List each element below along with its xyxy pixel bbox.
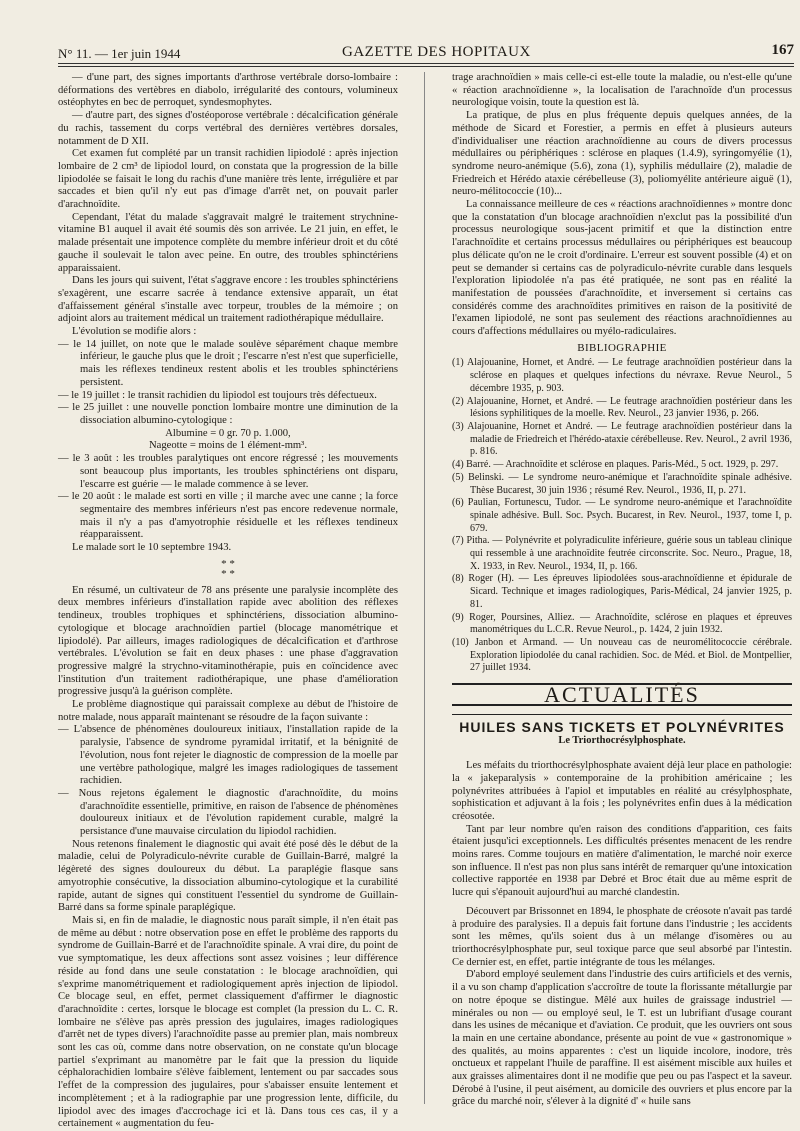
evolution-item: — le 14 juillet, on note que le malade soulève séparément chaque membre inférieur, le gauche plus que le droit ; l'escarre n'est n'est que superficielle, mais les réflexes tendineux restent abolis et les troubles sphinctériens persistent. bbox=[58, 338, 398, 388]
paragraph: D'abord employé seulement dans l'industrie des cuirs artificiels et des vernis, il a vu son champ d'application s'accroître de toute la florissante métallurgie par on notre époque se distingue. Mêlé aux huiles de graissage industriel — minérales ou non — ou employé seul, le T. est un lubrifiant d'usage courant dans les usines de mécanique et d'aviation. Ce produit, que les ouvriers ont sous la main en une certaine abondance, présente au point de vue « gastronomique » des qualités, au moins apparentes : c'est un liquide incolore, inodore, très onctueux et rappelant l'huile de paraffine. Il est aisément miscible aux huiles et aux graisses alimentaires dont il ne modifie que peu ou pas l'aspect et la saveur. Dérobé à l'usine, il peut aisément, au domicile des ouvriers et plus encore par la grâce du marché noir, s'élever à la dignité d' « huile sans bbox=[452, 969, 792, 1108]
bibliography-title: BIBLIOGRAPHIE bbox=[577, 341, 667, 354]
left-column bbox=[58, 72, 398, 1130]
header-rule bbox=[58, 63, 794, 64]
paragraph: trage arachnoïdien » mais celle-ci est-elle toute la maladie, ou n'est-elle qu'une « réaction arachnoïdienne », la localisation de l'arachnoïde d'un processus neurologique voisin, toute la question est là. bbox=[452, 72, 792, 109]
diagnosis-item: — L'absence de phénomènes douloureux initiaux, l'installation rapide de la paralysie, l'absence de syndrome pyramidal irritatif, et la bénignité de l'évolution, nous font rejeter le diagnostic de compression de la moelle par une vertèbre pathologique, malgré les images radiologiques de tassement rachidien. bbox=[58, 724, 398, 787]
journal-title: GAZETTE DES HOPITAUX bbox=[342, 44, 531, 60]
paragraph: Le malade sort le 10 septembre 1943. bbox=[72, 542, 232, 554]
paragraph: Le problème diagnostique qui paraissait complexe au début de l'histoire de notre malade, nous apparaît maintenant se résoudre de la façon suivante : bbox=[58, 699, 398, 723]
header-rule-2 bbox=[58, 66, 794, 67]
paragraph: Découvert par Brissonnet en 1894, le phosphate de créosote n'avait pas tardé à produire des paralysies. Il a depuis fait fortune dans l'industrie ; les accidents sont les mêmes, qu'ils soient dus à un mélange d'isomères ou au triorthocrésylphosphate pur, seul toxique parce que seul absorbé par l'intestin. Ce dernier est, en effet, partie intégrante de tous les mélanges. bbox=[452, 905, 792, 968]
bibliography-ref: (3) Alajouanine, Hornet et André. — Le feutrage arachnoïdien postérieur dans la maladie de Friedreich et l'hérédo-ataxie cérébelleuse. Rev. Neurol., 2 avril 1936, p. 816. bbox=[452, 420, 792, 458]
paragraph: Cet examen fut complété par un transit rachidien lipiodolé : après injection lombaire de 2 cm³ de lipiodol lourd, on constata que la progression de la bille lipiodolée se faisait le long du rachis d'une manière très lente, irrégulière et par saccades et bien qu'il n'y eut pas d'image d'arrêt net, on pouvait parler d'arachnoïdite. bbox=[58, 148, 398, 211]
right-column bbox=[452, 72, 792, 1108]
paragraph: Dans les jours qui suivent, l'état s'aggrave encore : les troubles sphinctériens s'exagèrent, une escarre sacrée à tendance extensive apparaît, un état d'affaissement général s'installe avec torpeur, troubles de la mémoire ; on adjoint alors au traitement médical un traitement radiothérapique médullaire. bbox=[58, 275, 398, 325]
column-divider bbox=[424, 72, 425, 1104]
paragraph: Cependant, l'état du malade s'aggravait malgré le traitement strychnine-vitamine B1 auquel il avait été soumis dès son arrivée. Le 21 juin, en effet, le malade présentait une impotence complète du membre inférieur droit et du côté gauche il soulevait le talon avec peine. En outre, des troubles sphinctériens apparaissaient. bbox=[58, 211, 398, 274]
bibliography-ref: (2) Alajouanine, Hornet, et André. — Le feutrage arachnoïdien postérieur dans les lésions syphilitiques de la moelle. Rev. Neurol., 23 janvier 1936, p. 266. bbox=[452, 395, 792, 420]
paragraph: Nous retenons finalement le diagnostic qui avait été posé dès le début de la maladie, celui de Polyradiculo-névrite curable de Guillain-Barré, malgré la légèreté des signes douloureux du début. La paraplégie flasque sans amyotrophie consécutive, la dissociation albumino-cytologique et la curabilité rapide, autant de signes qui constituent l'essentiel du syndrome de Guillain-Barré dans sa forme spinale paraplégique. bbox=[58, 838, 398, 914]
paragraph: Les méfaits du triorthocrésylphosphate avaient déjà leur place en pathologie: la « jakeparalysis » contemporaine de la prohibition américaine ; les polynévrites attribuées à l'apiol et imputables en réalité au crésylphosphate, sophistication et adjuvant à la fois ; les polynévrites enfin dues à la médication créosotée. bbox=[452, 760, 792, 822]
issue-info: N° 11. — 1er juin 1944 bbox=[58, 46, 181, 61]
paragraph: La connaissance meilleure de ces « réactions arachnoïdiennes » montre donc que la constatation d'un blocage arachnoïdien n'exclut pas la possibilité d'un processus neurologique sous-jacent primitif et que la distinction entre l'arachnoïdite et certains processus médullaires ou périphériques est beaucoup plus délicate qu'on ne le croit d'ordinaire. L'erreur est souvent possible (4) et on peut se demander si certains cas de polyradiculo-névrite curable dans lesquels l'exploration lipiodolée n'a pas été pratiquée, ne sont pas en réalité la manifestation de poussées d'arachnoïdite, et inversement si certains cas considérés comme des arachnoïdites primitives en raison de la positivité de l'examen lipiodolé, ne sont pas seulement des réactions arachnoïdiennes au cours d'affections médullaires ou myélo-radiculaires. bbox=[452, 199, 792, 338]
evolution-item: — le 3 août : les troubles paralytiques ont encore régressé ; les mouvements sont beaucoup plus importants, les troubles sphinctériens ont disparu, l'escarre est guérie — le malade commence à se lever. bbox=[58, 453, 398, 490]
paragraph: — d'autre part, des signes d'ostéoporose vertébrale : décalcification générale du rachis, tassement du corps vertébral des dernières vertèbres dorsales, notamment de D XII. bbox=[58, 110, 398, 147]
paragraph: Mais si, en fin de maladie, le diagnostic nous paraît simple, il n'en était pas de même au début : notre observation pose en effet le problème des rapports du syndrome de Guillain-Barré et de l'arachnoïdite spinale. A vrai dire, du point de vue symptomatique, les deux affections sont assez voisines ; leur différence réside au fond dans une seule constatation : le blocage arachnoïdien, qui s'exprime manométriquement et radiologiquement après injection de lipiodol. Ce blocage seul, en effet, permet classiquement d'affirmer le diagnostic d'arachnoïdite : certes, lorsque le blocage est complet (la pression du L. C. R. lombaire ne s'élève pas après pression des jugulaires, images radiologiques d'arrêt net de types divers) l'arachnoïdite passe au premier plan, mais nombreux sont les cas où, comme dans notre observation, on ne constate qu'un blocage partiel s'exprimant au manomètre par le fait que la pression du liquide céphalorachidien lombaire s'élève faiblement, lentement ou par saccades sous l'effet de la compression des jugulaires, pour s'abaisser ensuite lentement et incomplètement ; et à la radiographie par une progression lente, difficile, du lipiodol avec des images d'accrochage ici et là. Dans tous ces cas, il y a certainement « augmentation du feu- bbox=[58, 915, 398, 1130]
page-header bbox=[58, 40, 794, 62]
paragraph: Tant par leur nombre qu'en raison des conditions d'apparition, ces faits étaient jusqu'ici exceptionnels. Les difficultés présentes menacent de les rendre moins rares. Comme toujours en matière d'alimentation, le marché noir exerce son influence. Il n'est pas non plus sans intérêt de remarquer qu'une intoxication collective rapportée en 1938 par Debré et Broc était due au même esprit de lucre qui s'épanouit aujourd'hui au marché clandestin. bbox=[452, 823, 792, 899]
bibliography-ref: (6) Paulian, Fortunescu, Tudor. — Le syndrome neuro-anémique et l'arachnoïdite spinale adhésive. Bull. Soc. Psych. Bucarest, in Rev. Neurol., 1937, tome I, p. 679. bbox=[452, 497, 792, 534]
bibliography-ref: (5) Belinski. — Le syndrome neuro-anémique et l'arachnoïdite spinale adhésive. Thèse Bucarest, 30 juin 1936 ; résumé Rev. Neurol., 1936, II, p. 271. bbox=[452, 471, 792, 496]
bibliography-ref: (7) Pitha. — Polynévrite et polyradiculite inférieure, guérie sous un tableau clinique qui ressemble à une arachnoïdite feutrée circonscrite. Soc. Neuro., Prague, 18, X. 1933, in Rev. Neurol., 1934, II, p. 166. bbox=[452, 535, 792, 572]
evolution-item: — le 20 août : le malade est sorti en ville ; il marche avec une canne ; la force segmentaire des membres inférieurs n'est pas encore redevenue normale, mais il n'y a pas d'amyotrophie résiduelle et les réflexes tendineux réapparaissent. bbox=[58, 491, 398, 541]
paragraph: — d'une part, des signes importants d'arthrose vertébrale dorso-lombaire : déformations des vertèbres en diabolo, irrégularité des contours, volumineux ostéophytes en bec de perroquet, syndesmophytes. bbox=[58, 72, 398, 109]
bibliography-list bbox=[452, 357, 792, 675]
paragraph: En résumé, un cultivateur de 78 ans présente une paralysie incomplète des deux membres inférieurs d'installation rapide avec abolition des réflexes tendineux, troubles trophiques et sphinctériens, dissociation albumino-cytologique et blocage arachnoïdien partiel (blocage manométrique et lipiodolé). Par ailleurs, images radiologiques de décalcification et d'arthrose vertébrales. L'évolution se fait en deux phases : une phase d'aggravation progressive malgré la strychno-vitaminothérapie, puis en coïncidence avec l'institution d'un traitement radiothérapique, une phase d'amélioration progressive jusqu'à la guérison complète. bbox=[58, 584, 398, 698]
bibliography-ref: (10) Janbon et Armand. — Un nouveau cas de neuromélitococcie cérébrale. Exploration lipiodolée du canal rachidien. Soc. de Méd. et Biol. de Montpellier, 27 juillet 1934. bbox=[452, 636, 792, 674]
article-subtitle: Le Triorthocrésylphosphate. bbox=[558, 735, 686, 747]
diagnosis-item: — Nous rejetons également le diagnostic d'arachnoïdite, du moins d'arachnoïdite essentielle, primitive, en raison de l'absence de phénomènes douloureux initiaux et de l'évolution rapidement curable, malgré la persistance d'une mauvaise circulation du lipiodol rachidien. bbox=[58, 787, 398, 838]
albumine-value: Albumine = 0 gr. 70 p. 1.000, bbox=[165, 427, 291, 439]
bibliography-ref: (4) Barré. — Arachnoïdite et sclérose en plaques. Paris-Méd., 5 oct. 1929, p. 297. bbox=[452, 459, 779, 471]
nageotte-value: Nageotte = moins de 1 élément-mm³. bbox=[148, 440, 307, 452]
section-separator: * * * * bbox=[221, 557, 235, 580]
actualites-rule bbox=[452, 714, 792, 715]
article-title: HUILES SANS TICKETS ET POLYNÉVRITES bbox=[459, 718, 785, 735]
evolution-item: — le 25 juillet : une nouvelle ponction lombaire montre une diminution de la dissociation albumino-cytologique : bbox=[58, 402, 398, 426]
bibliography-ref: (9) Roger, Poursines, Alliez. — Arachnoïdite, sclérose en plaques et épreuves manométriques du L.C.R. Revue Neurol., p. 1424, 2 juin 1932. bbox=[452, 611, 792, 636]
paragraph: L'évolution se modifie alors : bbox=[72, 326, 197, 338]
actualites-title: ACTUALITÉS bbox=[544, 682, 700, 708]
page-number: 167 bbox=[771, 42, 794, 58]
bibliography-ref: (1) Alajouanine, Hornet, et André. — Le feutrage arachnoïdien postérieur dans la sclérose en plaques et quelques infections du névraxe. Revue Neurol., 5 décembre 1935, p. 903. bbox=[452, 357, 792, 394]
bibliography-ref: (8) Roger (H). — Les épreuves lipiodolées sous-arachnoïdienne et épidurale de Sicard. Technique et images radiologiques, Paris-Médical, 24 janvier 1925, p. 81. bbox=[452, 573, 792, 610]
evolution-item: — le 19 juillet : le transit rachidien du lipiodol est toujours très défectueux. bbox=[58, 389, 377, 401]
actualites-banner bbox=[452, 683, 792, 706]
paragraph: La pratique, de plus en plus fréquente depuis quelques années, de la méthode de Sicard et Forestier, a permis en effet à plusieurs auteurs d'individualiser une réaction arachnoïdienne au cours de divers processus médullaires ou périphériques : sclérose en plaques (1.4.9), syringomyélie (1), syndrome neuro-anémique (5.6), zona (1), syphilis médullaire (2), maladie de Friedreich et Hérédo ataxie cérébelleuse (3), poliomyélite antérieure aiguë (1), neuro-mélitococcie (10)... bbox=[452, 110, 792, 198]
